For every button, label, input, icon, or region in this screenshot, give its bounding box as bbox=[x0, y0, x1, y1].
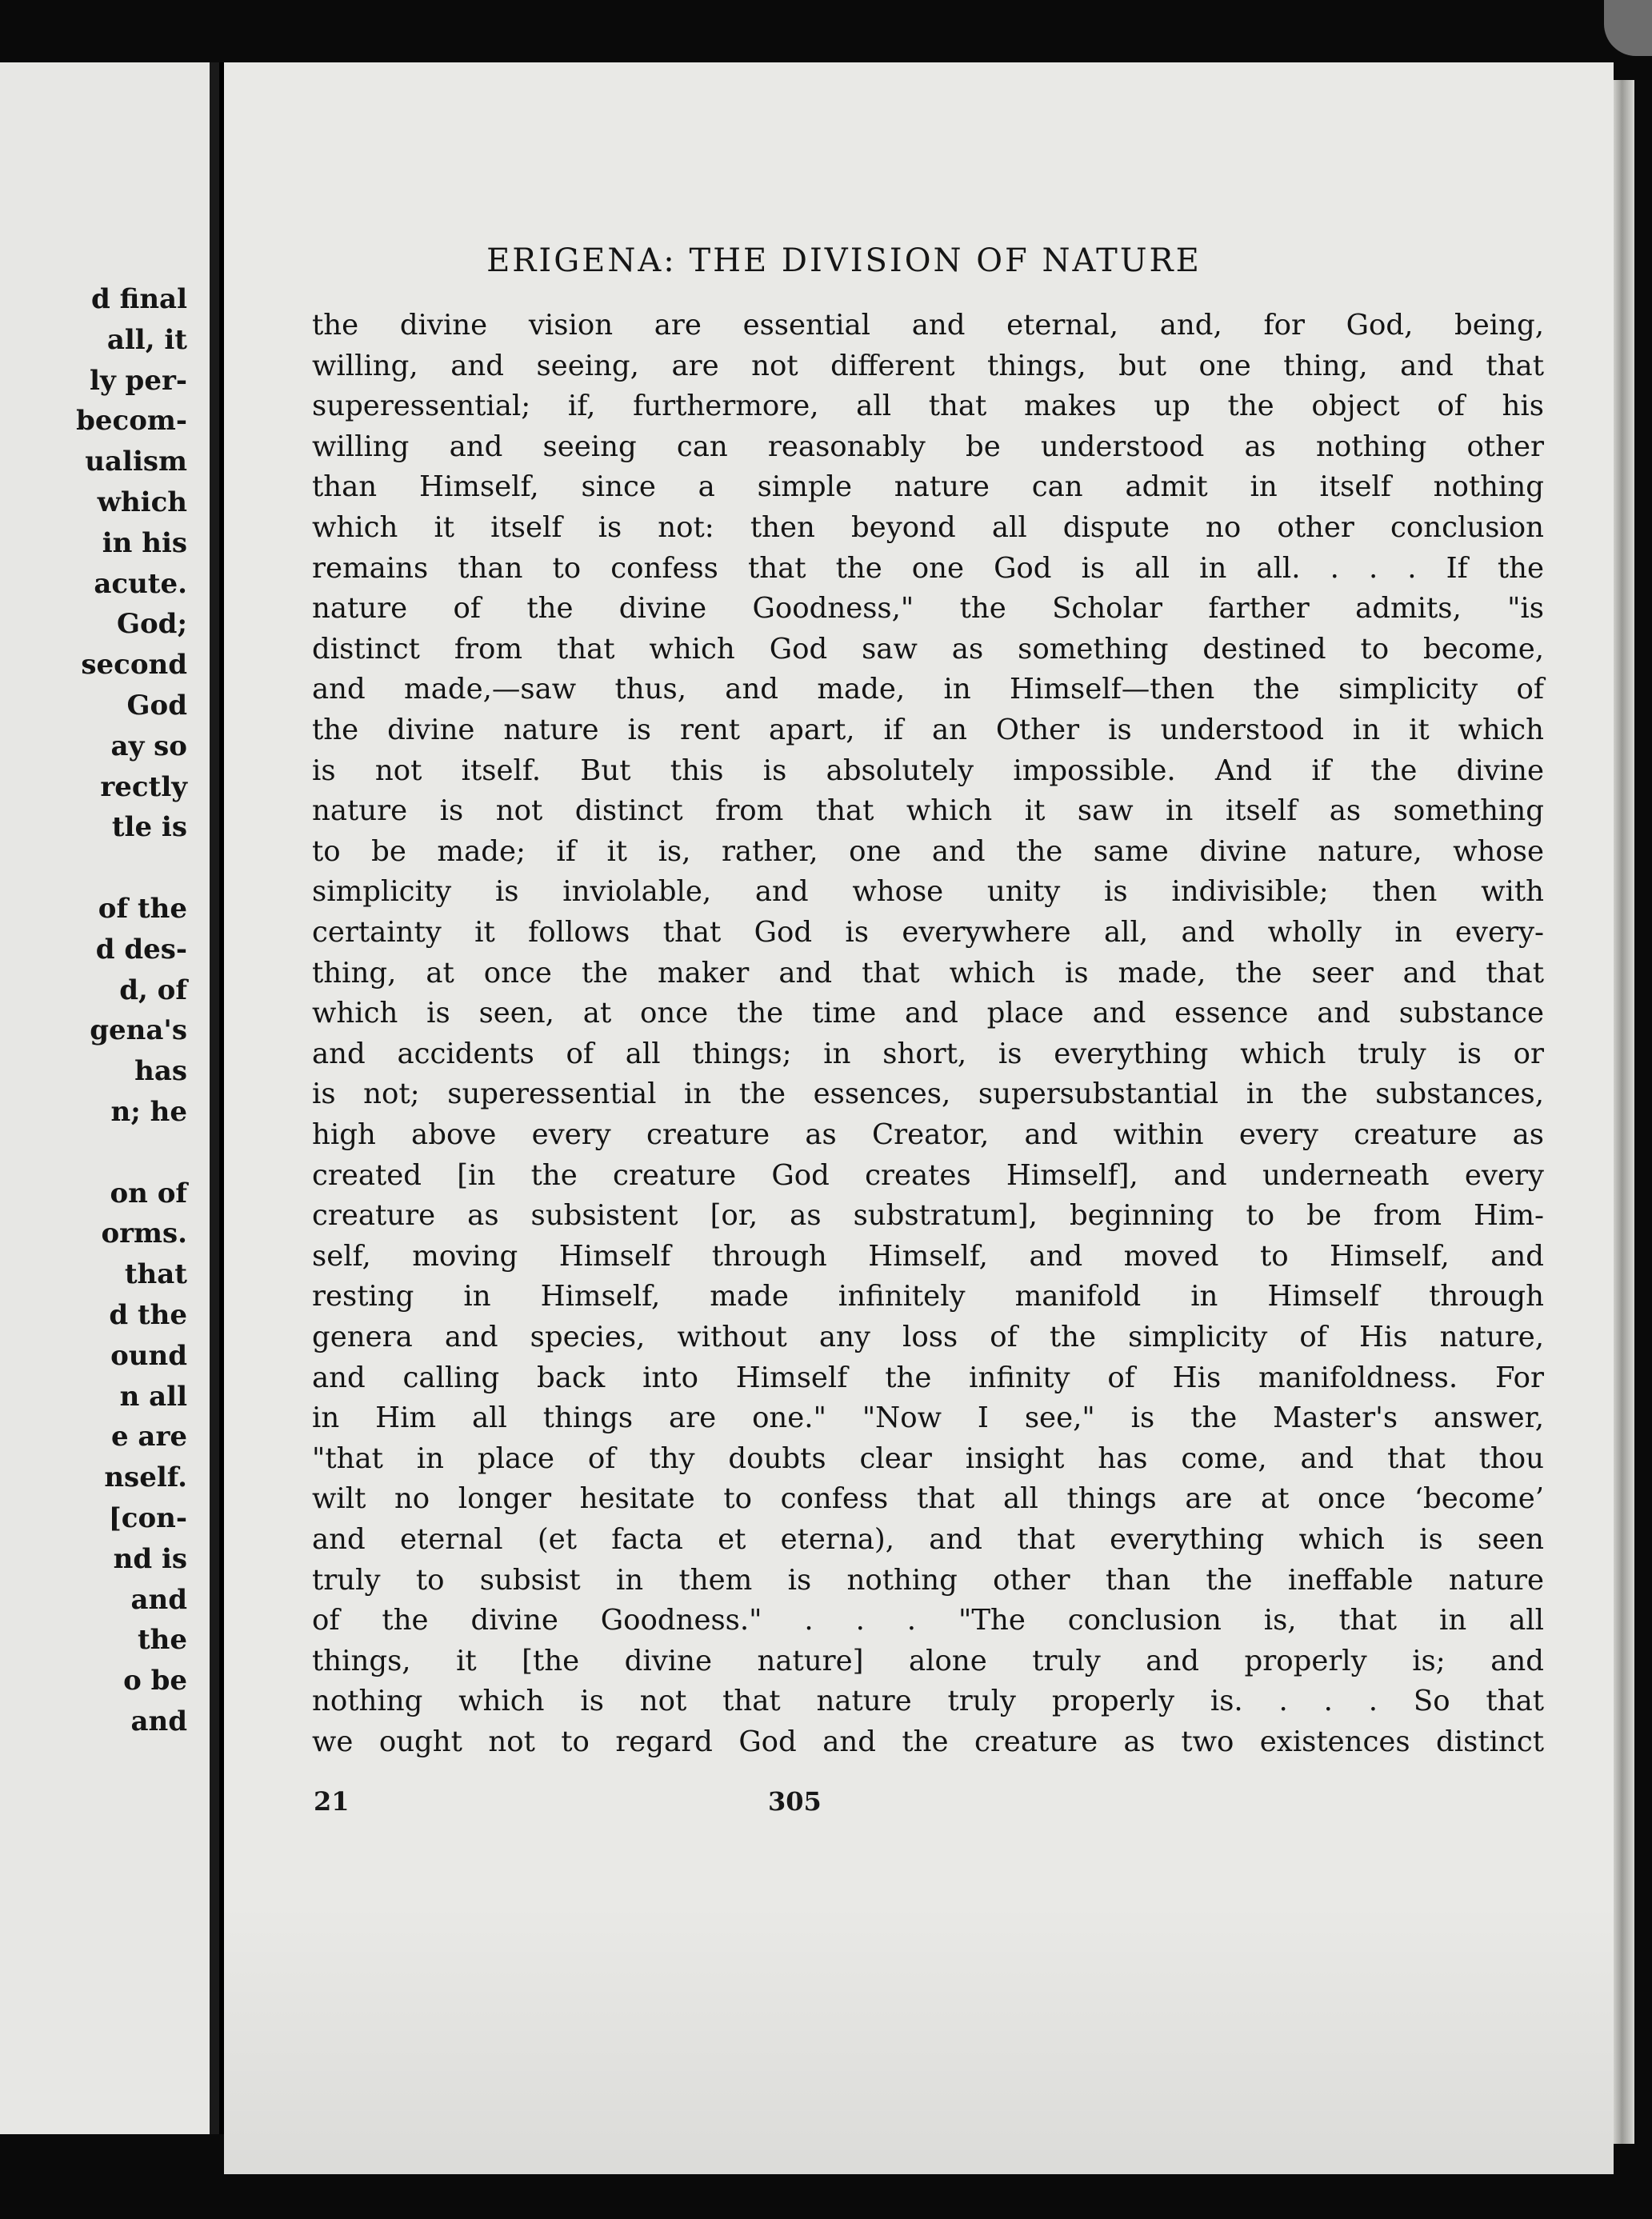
body-text-line: to be made; if it is, rather, one and the same divine nature, whose bbox=[312, 834, 1544, 868]
left-page-line: d the bbox=[109, 1299, 187, 1331]
left-page-line: and bbox=[130, 1583, 187, 1616]
body-text-line: and eternal (et facta et eterna), and that everything which is seen bbox=[312, 1523, 1544, 1556]
body-text-line: truly to subsist in them is nothing other than the ineffable nature bbox=[312, 1563, 1544, 1597]
body-text-line: and calling back into Himself the infinity of His manifoldness. For bbox=[312, 1361, 1544, 1394]
left-page-line: nd is bbox=[113, 1542, 187, 1575]
body-text-line: and accidents of all things; in short, is everything which truly is or bbox=[312, 1037, 1544, 1070]
left-page-fragment bbox=[0, 62, 210, 2134]
left-page-line: that bbox=[124, 1258, 187, 1291]
left-page-line: which bbox=[97, 486, 187, 518]
body-text-line: "that in place of thy doubts clear insight has come, and that thou bbox=[312, 1441, 1544, 1475]
body-text-line: willing, and seeing, are not different things, but one thing, and that bbox=[312, 349, 1544, 382]
body-text-line: simplicity is inviolable, and whose unity is indivisible; then with bbox=[312, 875, 1544, 909]
body-text-line: is not; superessential in the essences, supersubstantial in the substances, bbox=[312, 1078, 1544, 1111]
body-text-line: certainty it follows that God is everywhere all, and wholly in every- bbox=[312, 916, 1544, 949]
left-page-line: ualism bbox=[85, 446, 187, 478]
left-page-line: tle is bbox=[111, 811, 187, 844]
body-text-line: creature as subsistent [or, as substratum], beginning to be from Him- bbox=[312, 1199, 1544, 1233]
body-text-line: superessential; if, furthermore, all that makes up the object of his bbox=[312, 390, 1544, 423]
left-page-line: becom- bbox=[76, 405, 187, 438]
left-page-line: nself. bbox=[104, 1461, 187, 1494]
body-text-line: high above every creature as Creator, and within every creature as bbox=[312, 1118, 1544, 1151]
running-head: ERIGENA: THE DIVISION OF NATURE bbox=[486, 242, 1202, 279]
body-text-line: nature is not distinct from that which it saw in itself as something bbox=[312, 794, 1544, 828]
body-text-line: which is seen, at once the time and place and essence and substance bbox=[312, 997, 1544, 1030]
left-page-line: in his bbox=[102, 526, 187, 559]
left-page-line: ound bbox=[110, 1339, 187, 1372]
body-text-line: willing and seeing can reasonably be understood as nothing other bbox=[312, 430, 1544, 463]
left-page-line: e are bbox=[110, 1421, 187, 1453]
left-page-line: n; he bbox=[110, 1096, 187, 1128]
left-page-line: the bbox=[137, 1624, 187, 1657]
left-page-line: all, it bbox=[106, 323, 187, 356]
left-page-line: God bbox=[126, 690, 187, 722]
scan-corner-artifact bbox=[1604, 0, 1652, 56]
left-page-line: acute. bbox=[94, 567, 187, 600]
left-page-line: [con- bbox=[108, 1502, 187, 1534]
left-page-line: d final bbox=[91, 283, 187, 315]
left-page-line: second bbox=[81, 649, 187, 682]
page-edge bbox=[1614, 80, 1634, 2144]
left-page-line: rectly bbox=[100, 770, 187, 803]
left-page-line: gena's bbox=[90, 1014, 187, 1047]
body-text-line: self, moving Himself through Himself, and moved to Himself, and bbox=[312, 1239, 1544, 1273]
body-text-line: thing, at once the maker and that which is made, the seer and that bbox=[312, 956, 1544, 990]
body-text-line: is not itself. But this is absolutely impossible. And if the divine bbox=[312, 754, 1544, 787]
body-text-line: created [in the creature God creates Himself], and underneath every bbox=[312, 1158, 1544, 1192]
body-text-line: resting in Himself, made infinitely manifold in Himself through bbox=[312, 1280, 1544, 1313]
body-text-line: nature of the divine Goodness," the Scholar farther admits, "is bbox=[312, 592, 1544, 626]
body-text-line: and made,—saw thus, and made, in Himself—then the simplicity of bbox=[312, 673, 1544, 706]
body-text-line: distinct from that which God saw as something destined to become, bbox=[312, 632, 1544, 666]
body-text-line: of the divine Goodness." . . . "The conclusion is, that in all bbox=[312, 1604, 1544, 1637]
signature-mark: 21 bbox=[314, 1786, 350, 1817]
body-text-line: things, it [the divine nature] alone truly and properly is; and bbox=[312, 1644, 1544, 1677]
main-page bbox=[224, 62, 1614, 2174]
left-page-line: d, of bbox=[119, 974, 187, 1006]
body-text-line: in Him all things are one." "Now I see," is the Master's answer, bbox=[312, 1401, 1544, 1435]
page-shading bbox=[224, 1902, 1614, 2174]
left-page-line: ly per- bbox=[90, 364, 187, 397]
page-number: 305 bbox=[768, 1786, 822, 1817]
left-page-line: and bbox=[130, 1705, 187, 1737]
left-page-line: of the bbox=[98, 893, 187, 925]
left-page-line: has bbox=[134, 1055, 187, 1088]
left-page-line: o be bbox=[123, 1665, 187, 1697]
body-text-line: wilt no longer hesitate to confess that all things are at once ‘become’ bbox=[312, 1482, 1544, 1516]
body-text-line: we ought not to regard God and the creature as two existences distinct bbox=[312, 1725, 1544, 1758]
body-text-line: remains than to confess that the one God is all in all. . . . If the bbox=[312, 551, 1544, 585]
left-page-line: ay so bbox=[110, 730, 187, 762]
left-page-line: n all bbox=[119, 1380, 187, 1413]
body-text-line: the divine vision are essential and eternal, and, for God, being, bbox=[312, 309, 1544, 342]
body-text-line: nothing which is not that nature truly properly is. . . . So that bbox=[312, 1685, 1544, 1718]
left-page-line: orms. bbox=[101, 1217, 187, 1250]
left-page-line: on of bbox=[110, 1177, 187, 1209]
body-text-line: genera and species, without any loss of the simplicity of His nature, bbox=[312, 1321, 1544, 1353]
body-text-line: the divine nature is rent apart, if an Other is understood in it which bbox=[312, 714, 1544, 746]
body-text-line: which it itself is not: then beyond all dispute no other conclusion bbox=[312, 511, 1544, 544]
left-page-line: d des- bbox=[95, 933, 187, 966]
body-text-line: than Himself, since a simple nature can admit in itself nothing bbox=[312, 470, 1544, 504]
left-page-line: God; bbox=[116, 608, 187, 641]
